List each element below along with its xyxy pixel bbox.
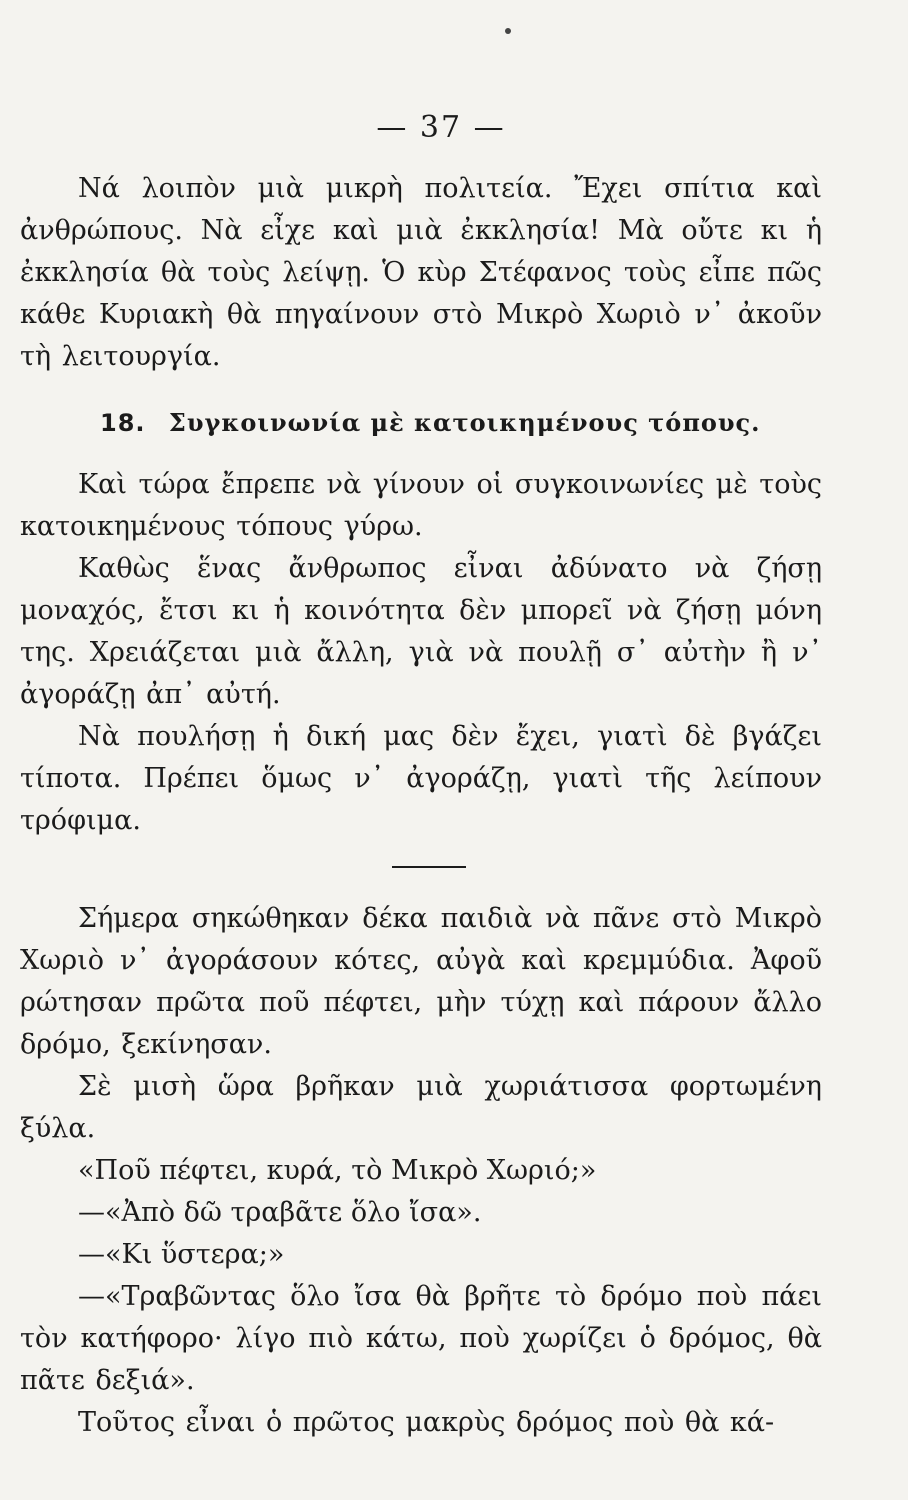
- dialogue-line-3: —«Κι ὕστερα;»: [78, 1239, 285, 1270]
- section-divider: [392, 866, 466, 868]
- page-number: — 37 —: [376, 110, 506, 145]
- dialogue-line-4: —«Τραβῶντας ὅλο ἴσα θὰ βρῆτε τὸ δρόμο ποὺ πάει τὸν κατήφορο· λίγο πιὸ κάτω, ποὺ χωρίζει ὁ δρόμος, θὰ πᾶτε δεξιά».: [20, 1281, 822, 1396]
- section-number: 18.: [100, 409, 146, 437]
- paragraph-1: Νά λοιπὸν μιὰ μικρὴ πολιτεία. Ἔχει σπίτια καὶ ἀνθρώπους. Νὰ εἶχε καὶ μιὰ ἐκκλησία! Μὰ οὔτε κι ἡ ἐκκλησία θὰ τοὺς λείψῃ. Ὁ κὺρ Στέφανος τοὺς εἶπε πῶς κάθε Κυριακὴ θὰ πηγαίνουν στὸ Μικρὸ Χωριὸ ν᾽ ἀκοῦν τὴ λειτουργία.: [20, 173, 822, 372]
- paragraph-2: Καὶ τώρα ἔπρεπε νὰ γίνουν οἱ συγκοινωνίες μὲ τοὺς κατοικημένους τόπους γύρω.: [20, 469, 822, 542]
- dialogue-line-2: —«Ἀπὸ δῶ τραβᾶτε ὅλο ἴσα».: [78, 1197, 482, 1228]
- section-heading: [100, 402, 822, 444]
- dialogue-line-1: «Ποῦ πέφτει, κυρά, τὸ Μικρὸ Χωριό;»: [78, 1155, 597, 1186]
- ink-speck: [505, 28, 511, 34]
- paragraph-5: Σήμερα σηκώθηκαν δέκα παιδιὰ νὰ πᾶνε στὸ Μικρὸ Χωριὸ ν᾽ ἀγοράσουν κότες, αὐγὰ καὶ κρεμμύδια. Ἀφοῦ ρώτησαν πρῶτα ποῦ πέφτει, μὴν τύχῃ καὶ πάρουν ἄλλο δρόμο, ξεκίνησαν.: [20, 903, 822, 1060]
- paragraph-6: Σὲ μισὴ ὥρα βρῆκαν μιὰ χωριάτισσα φορτωμένη ξύλα.: [20, 1071, 822, 1144]
- paragraph-4: Νὰ πουλήσῃ ἡ δική μας δὲν ἔχει, γιατὶ δὲ βγάζει τίποτα. Πρέπει ὅμως ν᾽ ἀγοράζῃ, γιατὶ τῆς λείπουν τρόφιμα.: [20, 721, 822, 836]
- section-title: Συγκοινωνία μὲ κατοικημένους τόπους.: [168, 408, 761, 437]
- paragraph-3: Καθὼς ἕνας ἄνθρωπος εἶναι ἀδύνατο νὰ ζήσῃ μοναχός, ἔτσι κι ἡ κοινότητα δὲν μπορεῖ νὰ ζήσῃ μόνη της. Χρειάζεται μιὰ ἄλλη, γιὰ νὰ πουλῇ σ᾽ αὐτὴν ἢ ν᾽ ἀγοράζῃ ἀπ᾽ αὐτή.: [20, 553, 822, 710]
- paragraph-7: Τοῦτος εἶναι ὁ πρῶτος μακρὺς δρόμος ποὺ θὰ κά-: [78, 1407, 775, 1438]
